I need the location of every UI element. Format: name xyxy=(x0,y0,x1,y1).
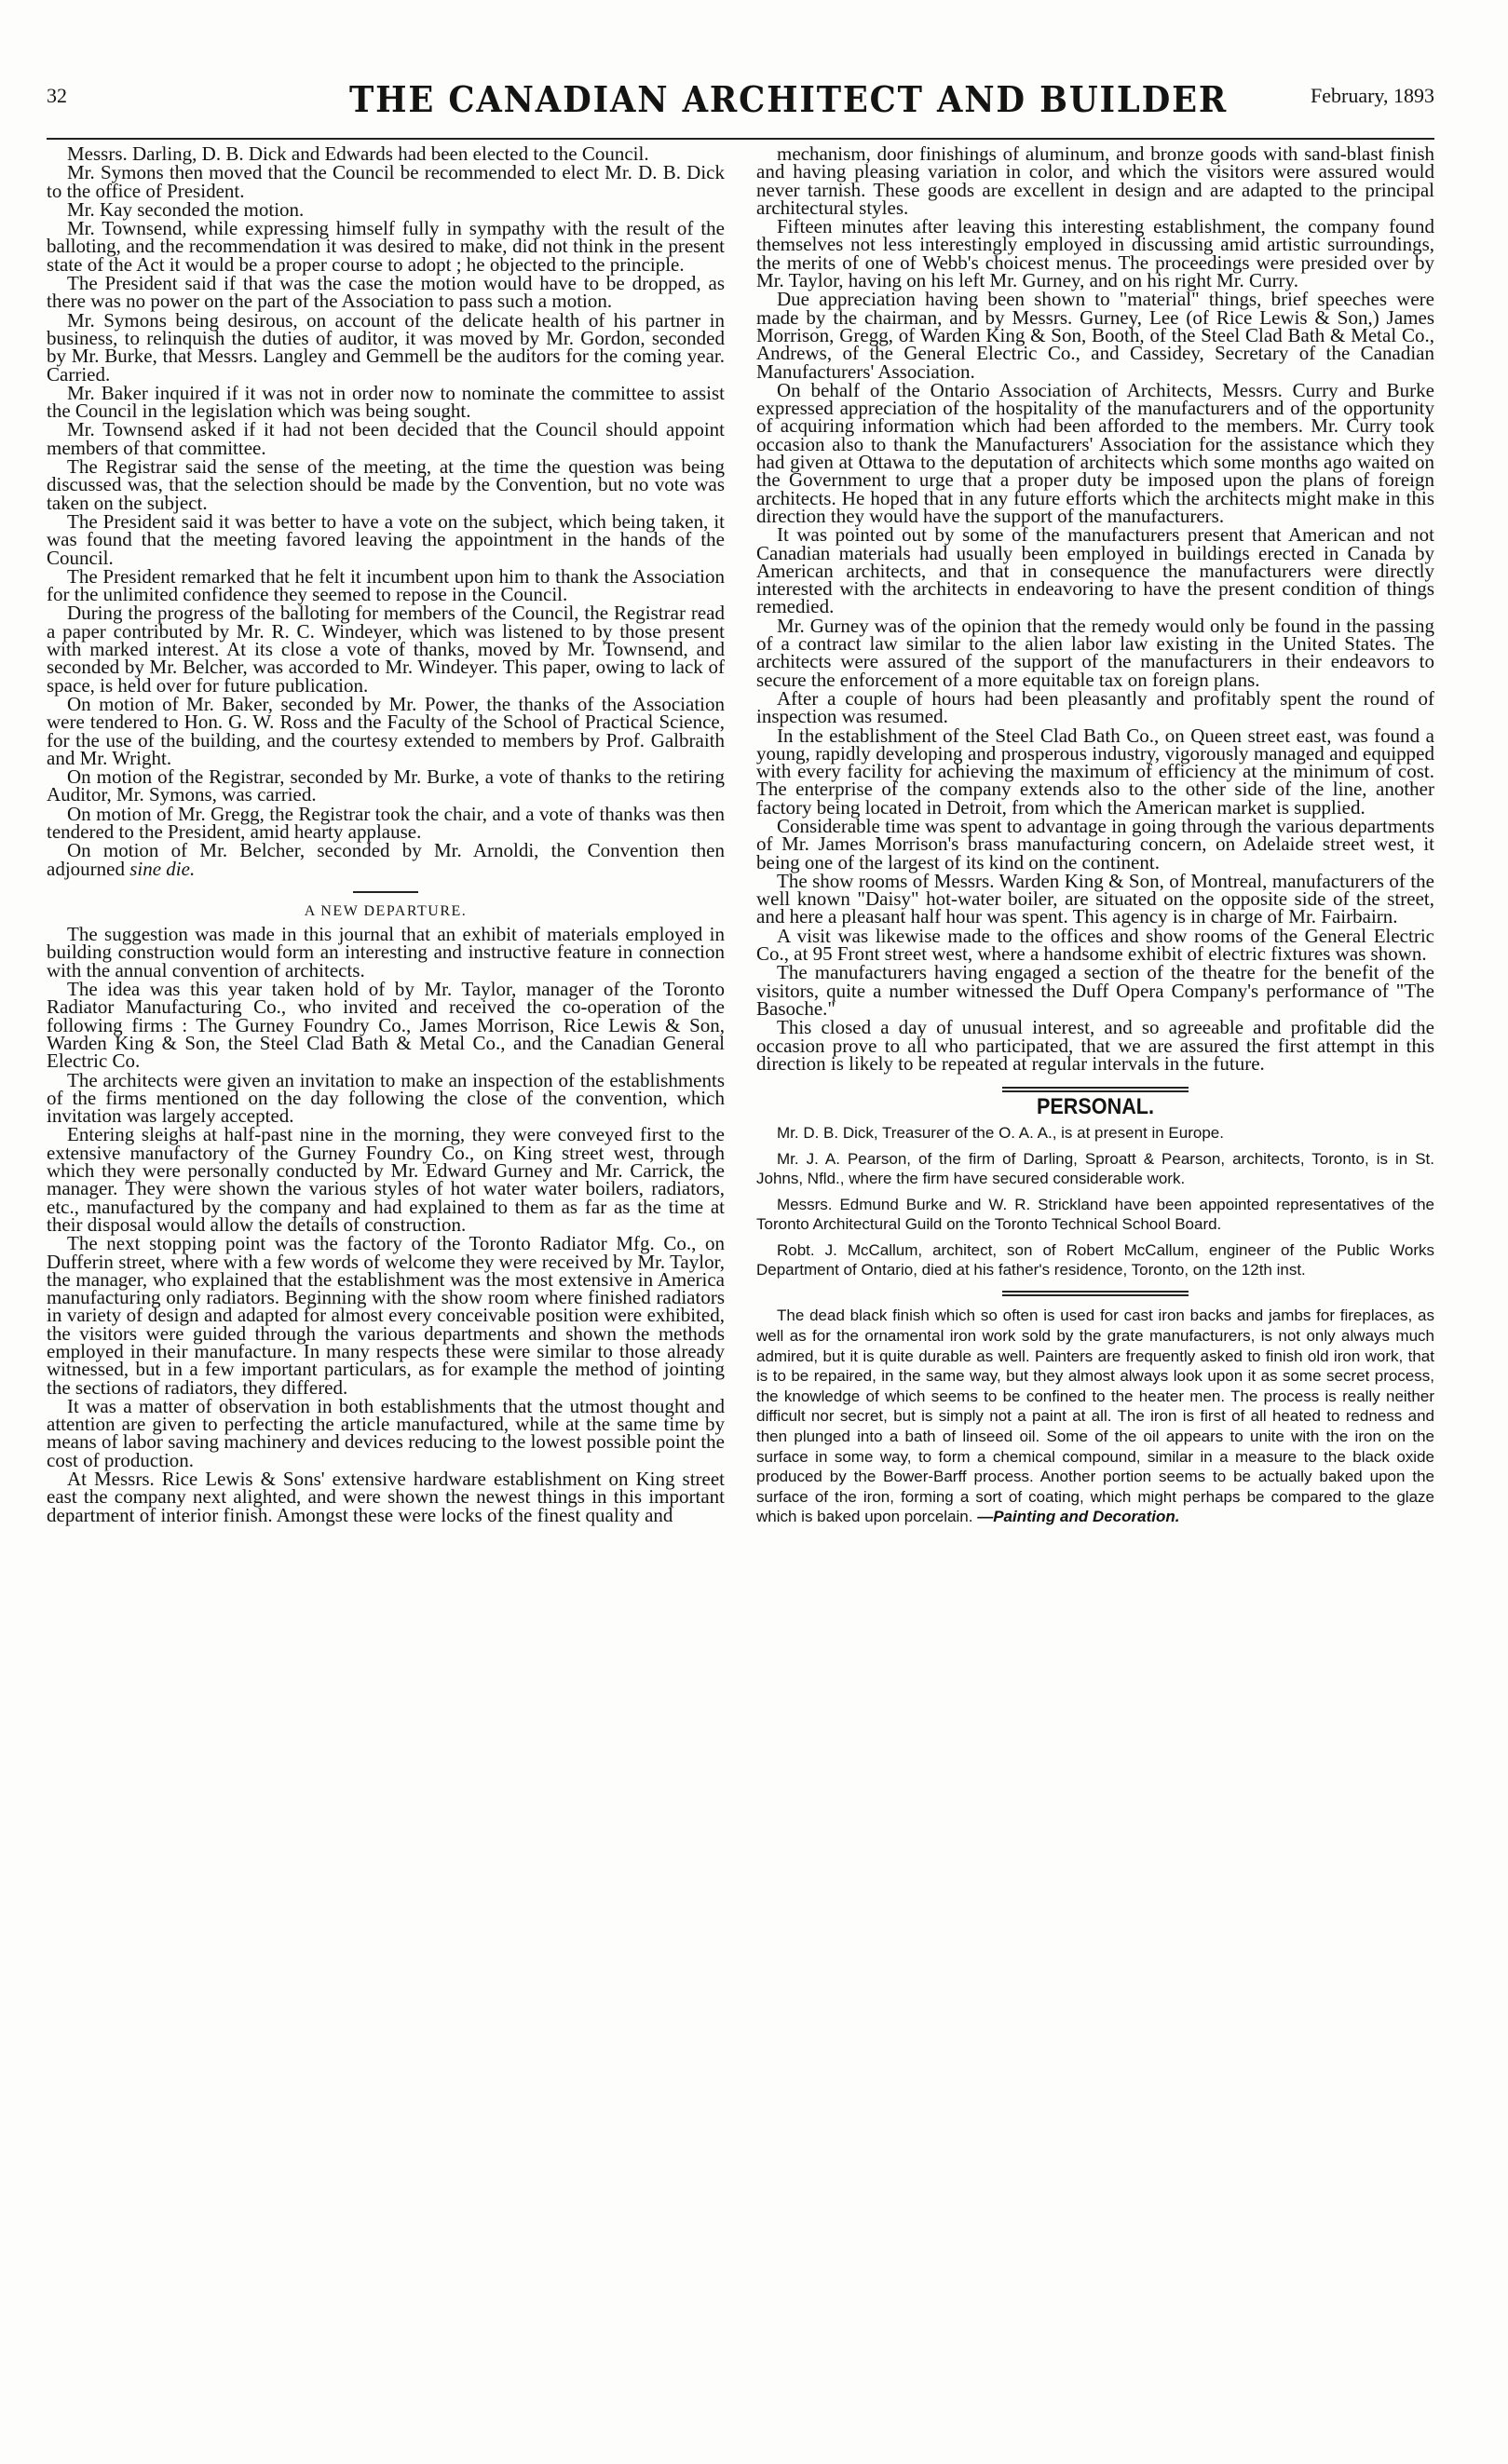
paragraph: On motion of Mr. Gregg, the Registrar took the chair, and a vote of thanks was then tendered to the President, amid hearty applause. xyxy=(47,802,725,843)
paragraph: Mr. Townsend asked if it had not been decided that the Council should appoint members of that committee. xyxy=(47,418,725,459)
paragraph: The Registrar said the sense of the meeting, at the time the question was being discussed was, that the selection should be made by the Convention, but no vote was taken on the subject. xyxy=(47,455,725,514)
personal-rule-bottom xyxy=(1002,1090,1189,1092)
note-rule-bottom xyxy=(1002,1294,1189,1296)
note-text: The dead black finish which so often is used for cast iron backs and jambs for fireplaces, as well as for the ornamental iron work sold by the grate manufacturers, is not only always much admired, but it is quite durable as well. Painters are frequently asked to finish old iron work, that is to be repaired, in the same way, but they almost always look upon it as some secret process, the knowledge of which seems to be confined to the heater men. The process is really neither difficult nor secret, but is simply not a paint at all. The iron is first of all heated to redness and then plunged into a bath of linseed oil. Some of the oil appears to unite with the iron on the surface in some way, to form a chemical compound, similar in a measure to the black oxide produced by the Bower-Barff process. Another portion seems to be actually baked upon the surface of the iron, forming a sort of coating, which might perhaps be compared to the glaze which is baked upon porcelain. xyxy=(756,1306,1434,1526)
personal-rule-top xyxy=(1002,1087,1189,1089)
header-rule xyxy=(47,138,1434,140)
left-column xyxy=(47,142,725,1526)
right-column xyxy=(756,142,1434,1528)
paragraph: It was pointed out by some of the manufacturers present that American and not Canadian materials had usually been employed in buildings erected in Canada by American architects, and that in consequence the manufacturers were directly interested with the architects in endeavoring to have the present condition of things remedied. xyxy=(756,523,1434,618)
paragraph: After a couple of hours had been pleasantly and profitably spent the round of inspection was resumed. xyxy=(756,686,1434,728)
paragraph: This closed a day of unusual interest, and so agreeable and profitable did the occasion prove to all who participated, that we are assured the first attempt in this direction is likely to be repeated at regular intervals in the future. xyxy=(756,1016,1434,1075)
paragraph: The President said if that was the case the motion would have to be dropped, as there was no power on the part of the Association to pass such a motion. xyxy=(47,272,725,313)
note-rule-top xyxy=(1002,1291,1189,1293)
section-heading: A NEW DEPARTURE. xyxy=(304,902,468,919)
adjourn-paragraph: On motion of Mr. Belcher, seconded by Mr. Arnoldi, the Convention then adjourned sine die. xyxy=(47,839,725,880)
personal-item: Mr. J. A. Pearson, of the firm of Darling, Sproatt & Pearson, architects, Toronto, is in St. Johns, Nfld., where the firm have secured considerable work. xyxy=(756,1150,1434,1188)
paragraph: mechanism, door finishings of aluminum, and bronze goods with sand-blast finish and having pleasing variation in color, and which the visitors were assured would never tarnish. These goods are excellent in design and are adapted to the principal architectural styles. xyxy=(756,142,1434,219)
paragraph: The manufacturers having engaged a section of the theatre for the benefit of the visitors, quite a number witnessed the Duff Opera Company's performance of "The Basoche." xyxy=(756,961,1434,1020)
personal-item: Mr. D. B. Dick, Treasurer of the O. A. A., is at present in Europe. xyxy=(777,1124,1224,1143)
journal-title: THE CANADIAN ARCHITECT AND BUILDER xyxy=(349,78,1229,120)
paragraph: On behalf of the Ontario Association of Architects, Messrs. Curry and Burke expressed appreciation of the hospitality of the manufacturers and of the opportunity of acquiring information which had been afforded to the members. Mr. Curry took occasion also to thank the Manufacturers' Association for the assistance which they had given at Ottawa to the deputation of architects which some months ago waited on the Government to urge that a proper duty be imposed upon the plans of foreign architects. He hoped that in any future efforts which the architects might make in this direction they would have the support of the manufacturers. xyxy=(756,378,1434,527)
issue-date: February, 1893 xyxy=(1311,84,1434,107)
paragraph: Messrs. Darling, D. B. Dick and Edwards had been elected to the Council. xyxy=(67,142,649,165)
personal-item: Robt. J. McCallum, architect, son of Robert McCallum, engineer of the Public Works Department of Ontario, died at his father's residence, Toronto, on the 12th inst. xyxy=(756,1241,1434,1279)
paragraph: On motion of the Registrar, seconded by Mr. Burke, a vote of thanks to the retiring Auditor, Mr. Symons, was carried. xyxy=(47,765,725,806)
paragraph: It was a matter of observation in both establishments that the utmost thought and attention are given to perfecting the article manufactured, while at the same time by means of labor saving machinery and devices reducing to the lowest possible point the cost of production. xyxy=(47,1394,725,1471)
paragraph: Mr. Kay seconded the motion. xyxy=(67,197,305,221)
section-divider xyxy=(353,891,418,893)
personal-heading: PERSONAL. xyxy=(1036,1094,1154,1120)
page-number: 32 xyxy=(47,84,67,107)
paragraph: During the progress of the balloting for members of the Council, the Registrar read a paper contributed by Mr. R. C. Windeyer, which was listened to by those present with marked interest. At its close a vote of thanks, moved by Mr. Townsend, and seconded by Mr. Belcher, was accorded to Mr. Windeyer. This paper, owing to lack of space, is held over for future publication. xyxy=(47,602,725,697)
iron-finish-note xyxy=(756,1306,1434,1527)
note-source: —Painting and Decoration. xyxy=(977,1508,1180,1526)
paragraph: The architects were given an invitation to make an inspection of the establishments of the firms mentioned on the day following the close of the convention, which invitation was largely accepted. xyxy=(47,1068,725,1128)
paragraph: Mr. Symons then moved that the Council be recommended to elect Mr. D. B. Dick to the office of President. xyxy=(47,161,725,202)
personal-item: Messrs. Edmund Burke and W. R. Strickland have been appointed representatives of the Toronto Architectural Guild on the Toronto Technical School Board. xyxy=(756,1196,1434,1234)
paragraph: Mr. Gurney was of the opinion that the remedy would only be found in the passing of a contract law similar to the alien labor law existing in the United States. The architects were assured of the support of the manufacturers in their endeavors to secure the enforcement of a more equitable tax on foreign plans. xyxy=(756,614,1434,691)
paragraph: On motion of Mr. Baker, seconded by Mr. Power, the thanks of the Association were tendered to Hon. G. W. Ross and the Faculty of the School of Practical Science, for the use of the building, and the courtesy extended to members by Prof. Galbraith and Mr. Wright. xyxy=(47,692,725,769)
page-header xyxy=(47,78,1434,134)
paragraph: A visit was likewise made to the offices and show rooms of the General Electric Co., at 95 Front street west, where a handsome exhibit of electric fixtures was shown. xyxy=(756,924,1434,966)
new-departure-continued xyxy=(756,142,1434,1075)
convention-report xyxy=(47,142,725,843)
paragraph: The suggestion was made in this journal that an exhibit of materials employed in building construction would form an interesting and instructive feature in connection with the annual convention of architects. xyxy=(47,923,725,982)
paragraph: Entering sleighs at half-past nine in the morning, they were conveyed first to the extensive manufactory of the Gurney Foundry Co., on King street west, through which they were personally conducted by Mr. Edward Gurney and Mr. Carrick, the manager. They were shown the various styles of hot water water boilers, radiators, etc., manufactured by the company and had explained to them as far as the time at their disposal would allow the details of construction. xyxy=(47,1123,725,1236)
paragraph: At Messrs. Rice Lewis & Sons' extensive hardware establishment on King street east the company next alighted, and were shown the newest things in this important department of interior finish. Amongst these were locks of the finest quality and xyxy=(47,1468,725,1526)
paragraph: The idea was this year taken hold of by Mr. Taylor, manager of the Toronto Radiator Manufacturing Co., who invited and received the co-operation of the following firms : The Gurney Foundry Co., James Morrison, Rice Lewis & Son, Warden King & Son, the Steel Clad Bath & Metal Co., and the Canadian General Electric Co. xyxy=(47,978,725,1073)
paragraph: Due appreciation having been shown to "material" things, brief speeches were made by the chairman, and by Messrs. Gurney, Lee (of Rice Lewis & Son,) James Morrison, Gregg, of Warden King & Son, Booth, of the Steel Clad Bath & Metal Co., Andrews, of the General Electric Co., and Cassidey, Secretary of the Canadian Manufacturers' Association. xyxy=(756,288,1434,383)
paragraph: The President remarked that he felt it incumbent upon him to thank the Association for the unlimited confidence they seemed to repose in the Council. xyxy=(47,564,725,606)
paragraph: Mr. Townsend, while expressing himself fully in sympathy with the result of the balloting, and the recommendation it was desired to make, did not think in the present state of the Act it would be a proper course to adopt ; he objected to the principle. xyxy=(47,217,725,276)
personal-items xyxy=(756,1123,1434,1279)
paragraph: The show rooms of Messrs. Warden King & Son, of Montreal, manufacturers of the well known "Daisy" hot-water boiler, are situated on the opposite side of the street, and here a pleasant half hour was spent. This agency is in charge of Mr. Fairbairn. xyxy=(756,869,1434,928)
paragraph: Mr. Symons being desirous, on account of the delicate health of his partner in business, to relinquish the duties of auditor, it was moved by Mr. Gordon, seconded by Mr. Burke, that Messrs. Langley and Gemmell be the auditors for the coming year. Carried. xyxy=(47,308,725,386)
paragraph: Mr. Baker inquired if it was not in order now to nominate the committee to assist the Council in the legislation which was being sought. xyxy=(47,381,725,423)
paragraph: The President said it was better to have a vote on the subject, which being taken, it was found that the meeting favored leaving the appointment in the hands of the Council. xyxy=(47,509,725,569)
paragraph: Considerable time was spent to advantage in going through the various departments of Mr. James Morrison's brass manufacturing concern, on Adelaide street west, it being one of the largest of its kind on the continent. xyxy=(756,814,1434,873)
paragraph: In the establishment of the Steel Clad Bath Co., on Queen street east, was found a young, rapidly developing and prosperous industry, vigorously managed and equipped with every facility for achieving the maximum of efficiency at the minimum of cost. The enterprise of the company extends also to the other side of the line, another factory being located in Detroit, from which the American market is supplied. xyxy=(756,724,1434,819)
paragraph: Fifteen minutes after leaving this interesting establishment, the company found themselves not less interestingly employed in discussing amid artistic surroundings, the merits of one of Webb's choicest menus. The proceedings were presided over by Mr. Taylor, having on his left Mr. Gurney, and on his right Mr. Curry. xyxy=(756,215,1434,292)
new-departure-article xyxy=(47,923,725,1526)
paragraph: The next stopping point was the factory of the Toronto Radiator Mfg. Co., on Dufferin street, where with a few words of welcome they were received by Mr. Taylor, the manager, who explained that the establishment was the most extensive in America manufacturing only radiators. Beginning with the show room where finished radiators in variety of design and adapted for almost every conceivable position were exhibited, the visitors were guided through the various departments and shown the methods employed in their manufacture. In many respects these were similar to those already witnessed, but in a few important particulars, as for example the method of jointing the sections of radiators, they differed. xyxy=(47,1232,725,1399)
